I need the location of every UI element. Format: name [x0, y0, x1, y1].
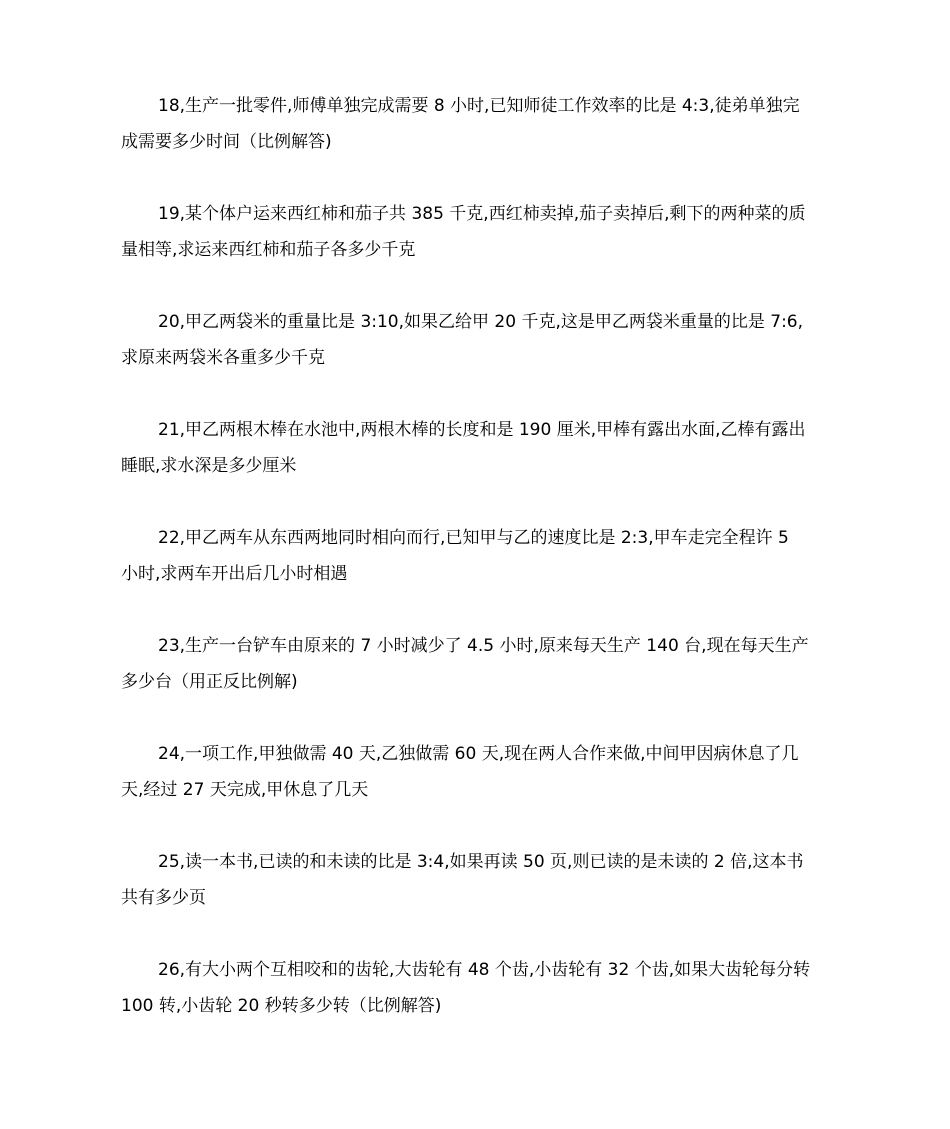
problem-21-line-1: 21,甲乙两根木棒在水池中,两根木棒的长度和是 190 厘米,甲棒有露出水面,乙棒有露出	[158, 420, 806, 440]
problem-24	[121, 736, 833, 808]
problem-23-line-2: 多少台（用正反比例解)	[121, 672, 298, 692]
problem-18-line-1: 18,生产一批零件,师傅单独完成需要 8 小时,已知师徒工作效率的比是 4:3,徒弟单独完	[158, 96, 800, 116]
problem-26-line-1: 26,有大小两个互相咬和的齿轮,大齿轮有 48 个齿,小齿轮有 32 个齿,如果大齿轮每分转	[158, 960, 811, 980]
problem-19-line-1: 19,某个体户运来西红柿和茄子共 385 千克,西红柿卖掉,茄子卖掉后,剩下的两种菜的质	[158, 204, 806, 224]
problem-21	[121, 412, 833, 484]
problem-19	[121, 196, 833, 268]
problem-26	[121, 952, 833, 1024]
problem-24-line-2: 天,经过 27 天完成,甲休息了几天	[121, 780, 369, 800]
problem-23-line-1: 23,生产一台铲车由原来的 7 小时减少了 4.5 小时,原来每天生产 140 台,现在每天生产	[158, 636, 809, 656]
problem-23	[121, 628, 833, 700]
problem-25	[121, 844, 833, 916]
problem-26-line-2: 100 转,小齿轮 20 秒转多少转（比例解答)	[121, 996, 442, 1016]
problem-20	[121, 304, 833, 376]
problem-18	[121, 88, 833, 160]
problem-22	[121, 520, 833, 592]
problem-20-line-2: 求原来两袋米各重多少千克	[121, 348, 325, 368]
problem-24-line-1: 24,一项工作,甲独做需 40 天,乙独做需 60 天,现在两人合作来做,中间甲因病休息了几	[158, 744, 799, 764]
problem-20-line-1: 20,甲乙两袋米的重量比是 3:10,如果乙给甲 20 千克,这是甲乙两袋米重量的比是 7:6,	[158, 312, 804, 332]
problem-22-line-2: 小时,求两车开出后几小时相遇	[121, 564, 348, 584]
problem-18-line-2: 成需要多少时间（比例解答)	[121, 132, 332, 152]
problem-22-line-1: 22,甲乙两车从东西两地同时相向而行,已知甲与乙的速度比是 2:3,甲车走完全程许 5	[158, 528, 789, 548]
problem-25-line-2: 共有多少页	[121, 888, 206, 908]
problem-25-line-1: 25,读一本书,已读的和未读的比是 3:4,如果再读 50 页,则已读的是未读的 2 倍,这本书	[158, 852, 804, 872]
problem-21-line-2: 睡眠,求水深是多少厘米	[121, 456, 297, 476]
problem-19-line-2: 量相等,求运来西红柿和茄子各多少千克	[121, 240, 416, 260]
